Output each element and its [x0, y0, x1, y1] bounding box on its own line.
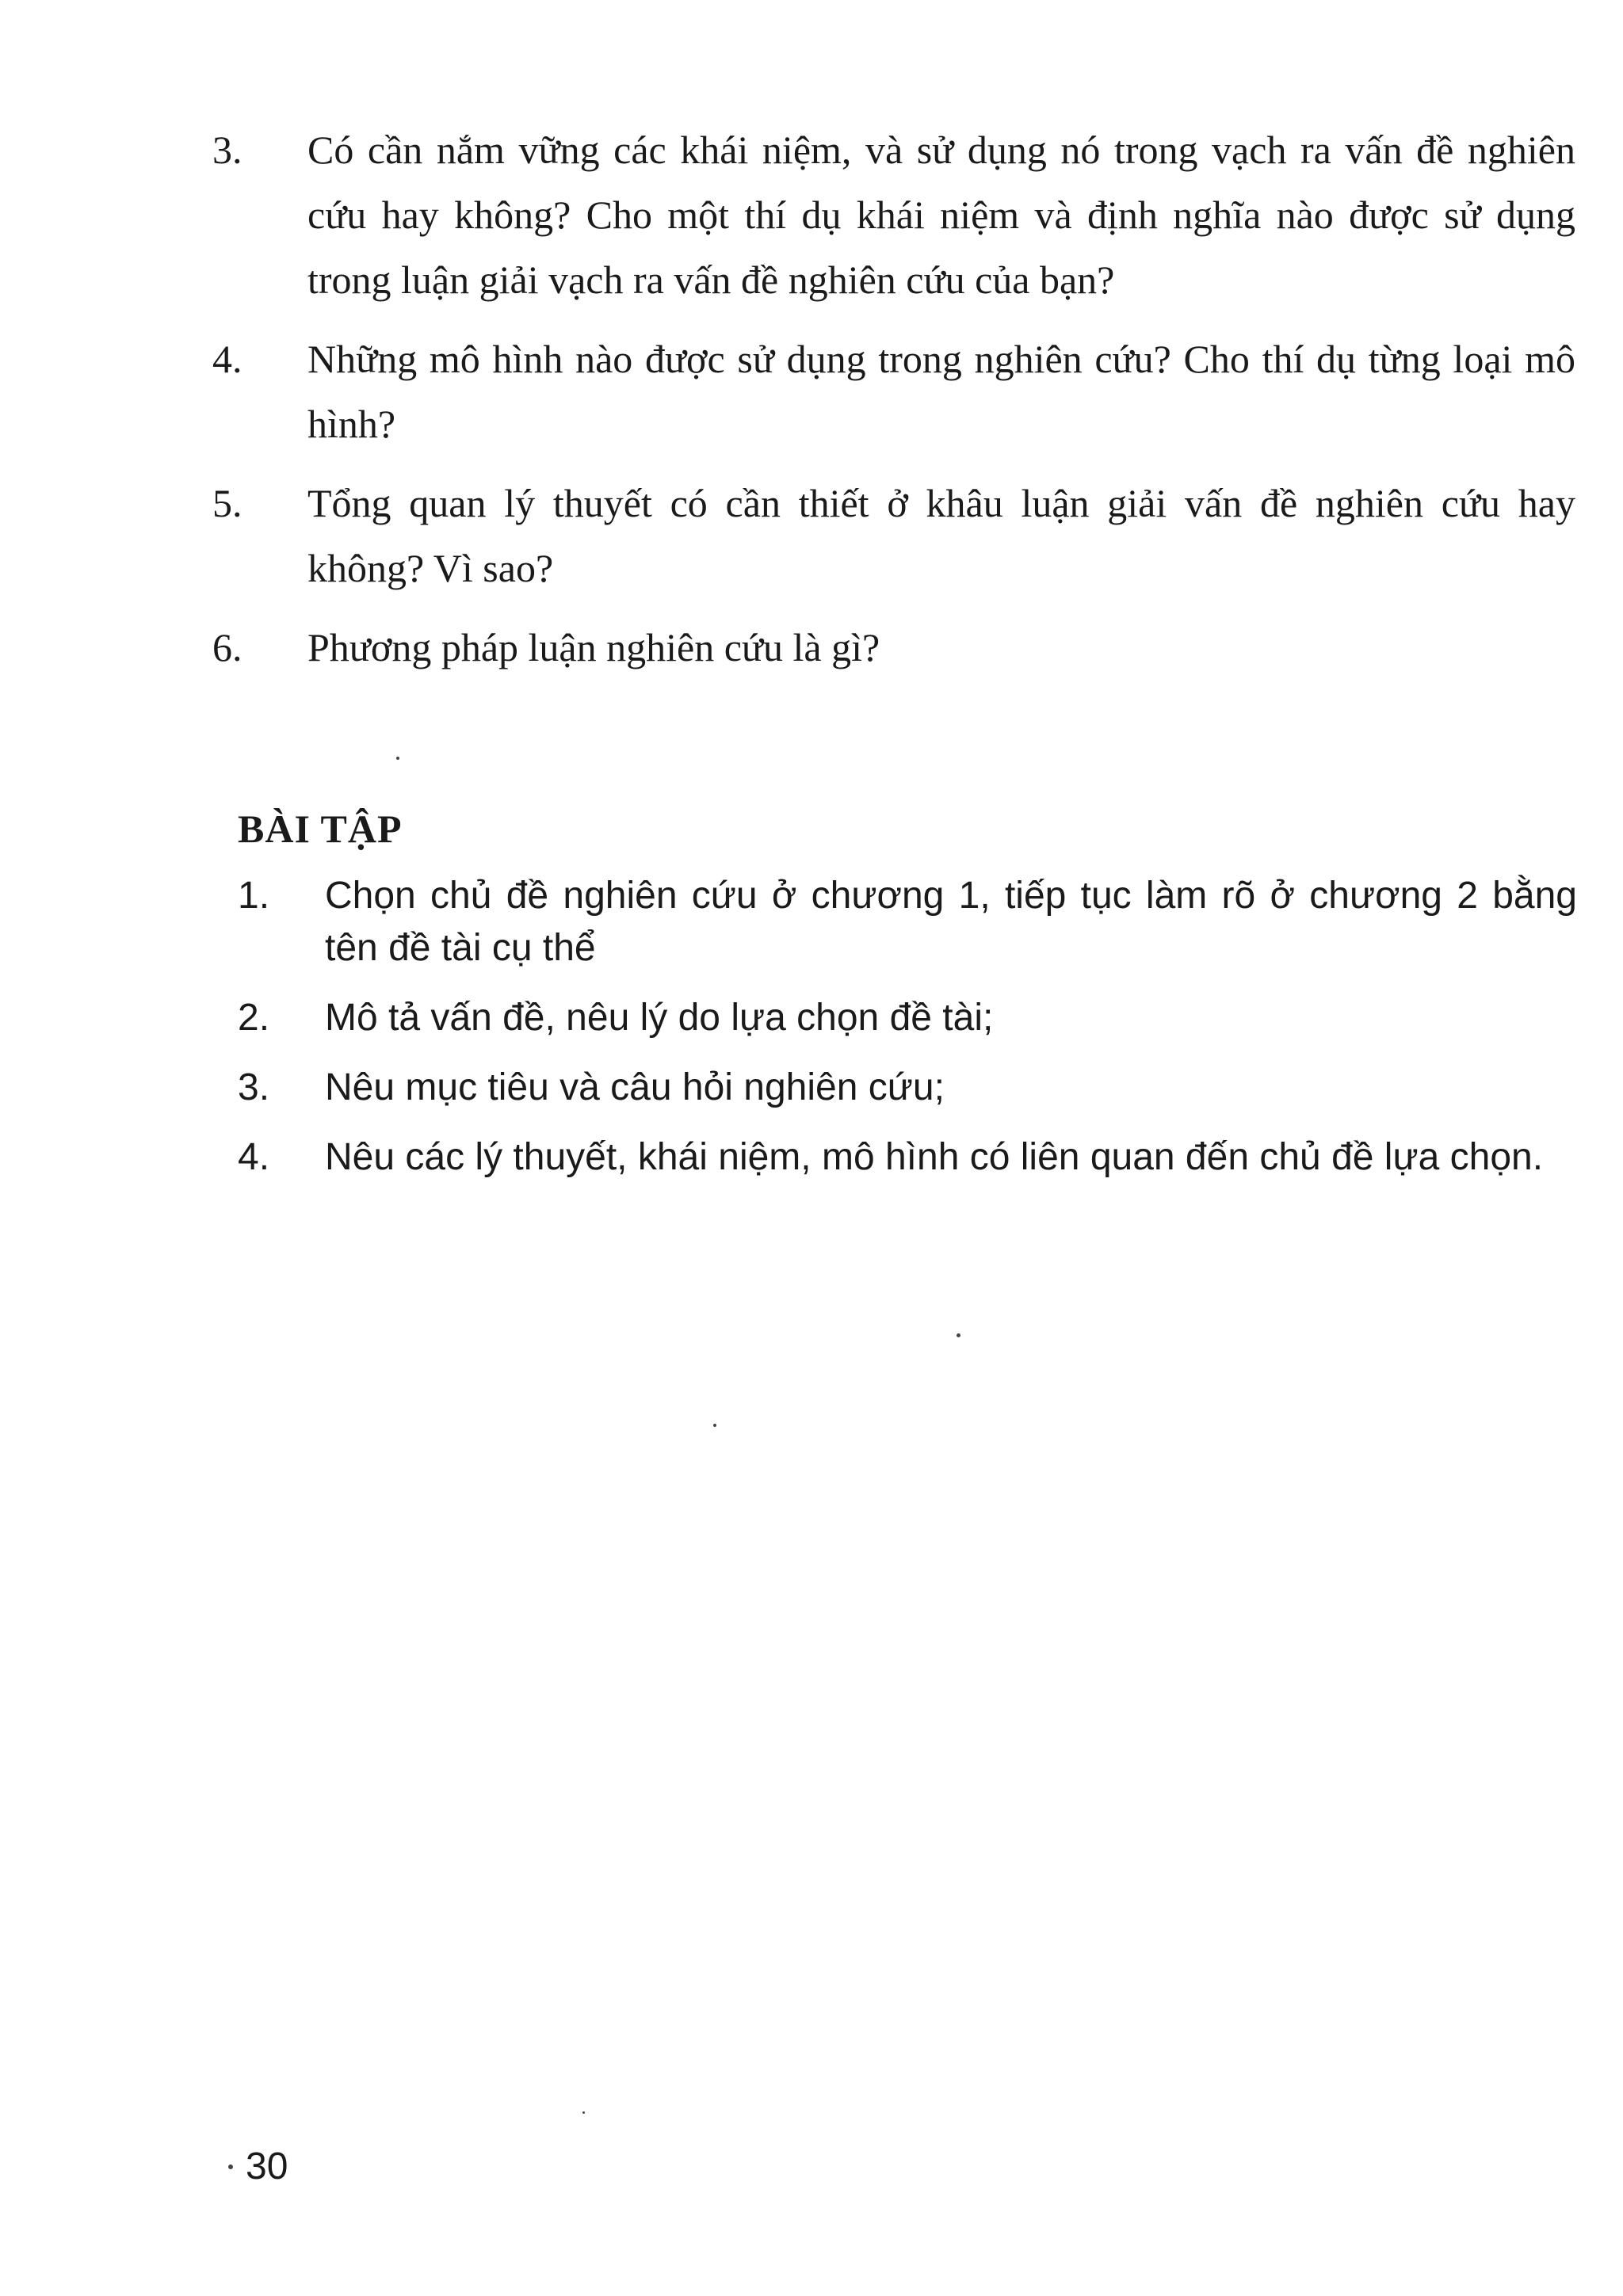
question-number: 6. — [212, 625, 242, 669]
exercise-number: 3. — [238, 1066, 270, 1108]
exercise-text: Nêu các lý thuyết, khái niệm, mô hình có liên quan đến chủ đề lựa chọn. — [325, 1136, 1544, 1178]
exercise-text: Nêu mục tiêu và câu hỏi nghiên cứu; — [325, 1066, 945, 1108]
exercise-item — [238, 870, 1577, 974]
exercise-number: 2. — [238, 997, 270, 1039]
exercises-list — [238, 870, 1577, 1201]
question-item — [212, 615, 1575, 680]
exercise-item — [238, 1131, 1577, 1184]
question-text: Có cần nắm vững các khái niệm, và sử dụng nó trong vạch ra vấn đề nghiên cứu hay không? Cho một thí dụ khái niệm và định nghĩa nào được sử dụng trong luận giải vạch ra vấn đề nghiên cứu của bạn? — [307, 128, 1575, 302]
question-item — [212, 326, 1575, 456]
scan-speck — [396, 757, 399, 760]
review-questions-list — [212, 117, 1575, 694]
question-text: Phương pháp luận nghiên cứu là gì? — [307, 625, 880, 669]
scan-speck — [228, 2164, 233, 2169]
exercise-item — [238, 992, 1577, 1044]
question-number: 3. — [212, 128, 242, 172]
question-item — [212, 117, 1575, 312]
scan-speck — [582, 2111, 585, 2114]
question-text: Những mô hình nào được sử dụng trong nghiên cứu? Cho thí dụ từng loại mô hình? — [307, 337, 1575, 446]
exercise-number: 4. — [238, 1136, 270, 1178]
question-text: Tổng quan lý thuyết có cần thiết ở khâu luận giải vấn đề nghiên cứu hay không? Vì sao? — [307, 481, 1575, 590]
question-number: 4. — [212, 337, 242, 381]
question-number: 5. — [212, 481, 242, 525]
exercise-item — [238, 1062, 1577, 1114]
scan-speck — [957, 1333, 960, 1337]
scan-speck — [713, 1424, 716, 1427]
page-number: 30 — [246, 2145, 288, 2187]
exercise-text: Mô tả vấn đề, nêu lý do lựa chọn đề tài; — [325, 997, 994, 1039]
exercises-heading: BÀI TẬP — [238, 807, 403, 851]
question-item — [212, 471, 1575, 601]
exercise-text: Chọn chủ đề nghiên cứu ở chương 1, tiếp tục làm rõ ở chương 2 bằng tên đề tài cụ thể — [325, 875, 1577, 969]
exercise-number: 1. — [238, 875, 270, 917]
